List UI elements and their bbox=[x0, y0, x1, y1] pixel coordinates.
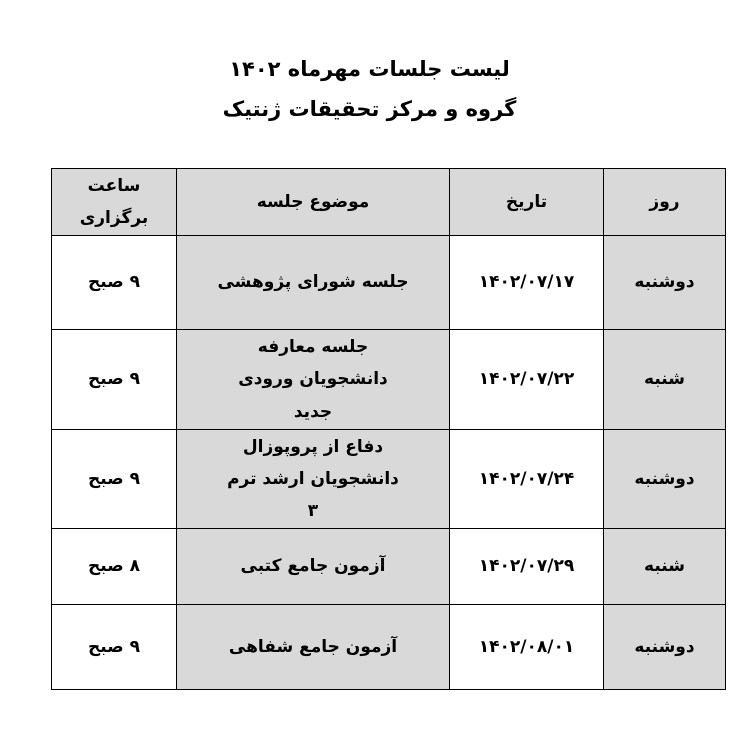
cell-time: ۹ صبح bbox=[52, 236, 177, 330]
table-row bbox=[52, 605, 726, 690]
cell-time: ۹ صبح bbox=[52, 605, 177, 690]
cell-day: شنبه bbox=[604, 529, 726, 605]
cell-topic: جلسه معارفه دانشجویان ورودی جدید bbox=[177, 330, 450, 430]
cell-topic: آزمون جامع کتبی bbox=[177, 529, 450, 605]
table-row bbox=[52, 430, 726, 529]
cell-day: دوشنبه bbox=[604, 236, 726, 330]
cell-topic: جلسه شورای پژوهشی bbox=[177, 236, 450, 330]
table-row bbox=[52, 529, 726, 605]
cell-date: ۱۴۰۲/۰۷/۲۹ bbox=[450, 529, 604, 605]
cell-day: شنبه bbox=[604, 330, 726, 430]
table-row bbox=[52, 330, 726, 430]
cell-date: ۱۴۰۲/۰۷/۲۴ bbox=[450, 430, 604, 529]
header-topic: موضوع جلسه bbox=[177, 169, 450, 236]
meetings-table bbox=[51, 168, 726, 690]
cell-date: ۱۴۰۲/۰۷/۲۲ bbox=[450, 330, 604, 430]
table-header-row bbox=[52, 169, 726, 236]
page-title: لیست جلسات مهرماه ۱۴۰۲ bbox=[229, 57, 510, 81]
header-time: ساعت برگزاری bbox=[52, 169, 177, 236]
cell-topic: دفاع از پروپوزال دانشجویان ارشد ترم ۳ bbox=[177, 430, 450, 529]
cell-time: ۹ صبح bbox=[52, 430, 177, 529]
cell-time: ۸ صبح bbox=[52, 529, 177, 605]
cell-day: دوشنبه bbox=[604, 605, 726, 690]
cell-topic: آزمون جامع شفاهی bbox=[177, 605, 450, 690]
cell-day: دوشنبه bbox=[604, 430, 726, 529]
cell-date: ۱۴۰۲/۰۷/۱۷ bbox=[450, 236, 604, 330]
cell-time: ۹ صبح bbox=[52, 330, 177, 430]
page-subtitle: گروه و مرکز تحقیقات ژنتیک bbox=[222, 97, 517, 121]
header-date: تاریخ bbox=[450, 169, 604, 236]
header-day: روز bbox=[604, 169, 726, 236]
cell-date: ۱۴۰۲/۰۸/۰۱ bbox=[450, 605, 604, 690]
table-row bbox=[52, 236, 726, 330]
